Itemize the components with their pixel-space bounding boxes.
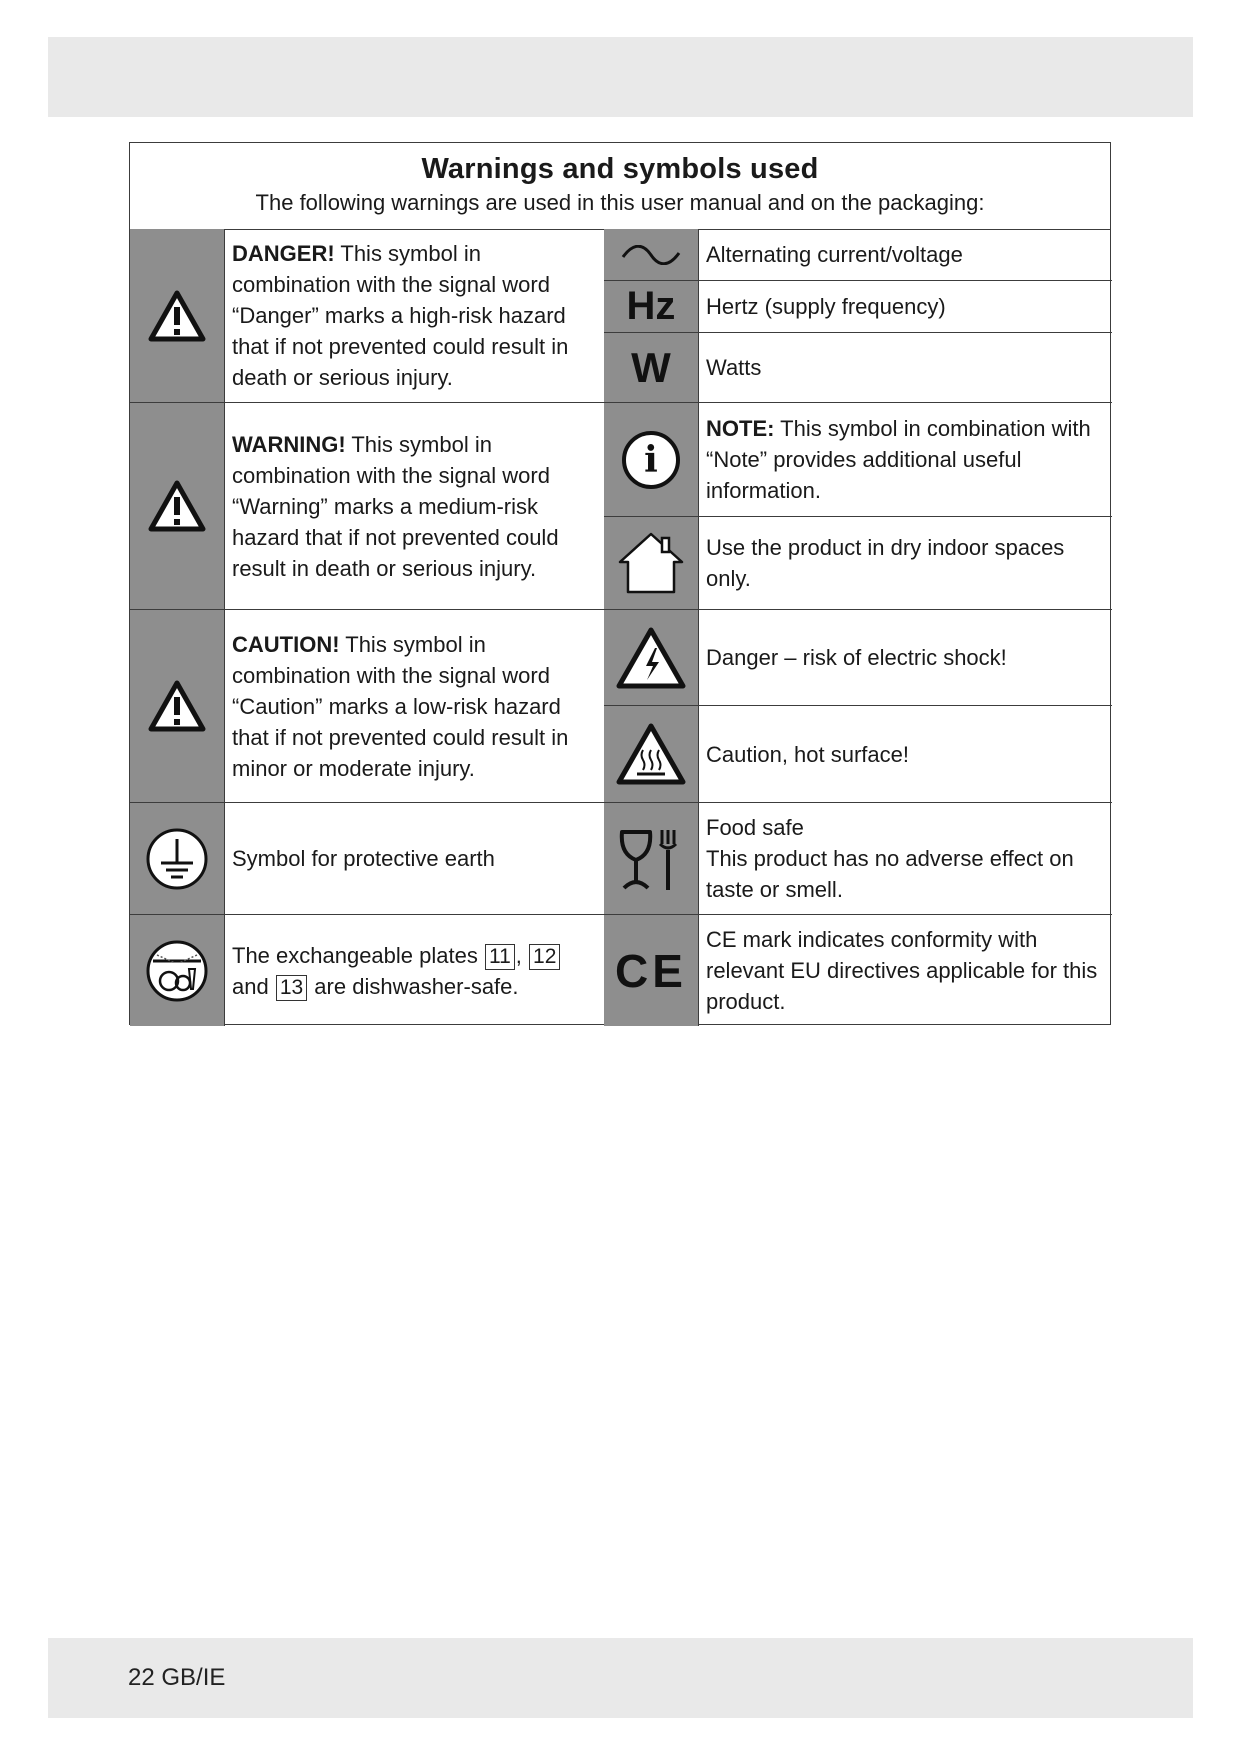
dishwasher-text-b: , xyxy=(515,942,529,968)
warning-label: WARNING! xyxy=(232,431,346,457)
table-subtitle: The following warnings are used in this user manual and on the packaging: xyxy=(255,190,985,215)
electric-shock-icon xyxy=(604,610,698,706)
hot-surface-icon xyxy=(604,706,698,803)
note-description xyxy=(698,403,1112,517)
watts-icon xyxy=(604,333,698,403)
warning-triangle-icon xyxy=(130,610,224,803)
info-symbol: i xyxy=(622,431,680,489)
caution-text: This symbol in combination with the signal word “Caution” marks a low-risk hazard that if not prevented could result in minor or moderate injury. xyxy=(232,631,569,781)
header-band xyxy=(48,37,1193,117)
food-safe-text: This product has no adverse effect on taste or smell. xyxy=(706,846,1074,902)
ce-symbol: CE xyxy=(615,944,687,997)
warning-triangle-icon xyxy=(130,229,224,403)
hertz-icon xyxy=(604,281,698,333)
caution-description xyxy=(224,610,604,803)
protective-earth-description: Symbol for protective earth xyxy=(224,803,604,915)
plate-reference: 12 xyxy=(529,944,560,970)
dishwasher-text-c: and xyxy=(232,973,275,999)
warning-description xyxy=(224,403,604,610)
house-icon xyxy=(604,517,698,610)
dishwasher-description xyxy=(224,915,604,1026)
indoor-description: Use the product in dry indoor spaces only. xyxy=(698,517,1112,610)
ac-description: Alternating current/voltage xyxy=(698,229,1112,281)
watts-symbol: W xyxy=(631,343,671,391)
plate-reference: 13 xyxy=(276,975,307,1001)
dishwasher-text-d: are dishwasher-safe. xyxy=(308,973,519,999)
table-header xyxy=(130,143,1110,230)
note-label: NOTE: xyxy=(706,416,775,441)
food-safe-icon xyxy=(604,803,698,915)
note-text: This symbol in combination with “Note” provides additional useful information. xyxy=(706,416,1091,503)
info-icon xyxy=(604,403,698,517)
hertz-symbol: Hz xyxy=(626,284,676,328)
food-safe-title: Food safe xyxy=(706,815,804,840)
electric-shock-description: Danger – risk of electric shock! xyxy=(698,610,1112,706)
hertz-description: Hertz (supply frequency) xyxy=(698,281,1112,333)
caution-label: CAUTION! xyxy=(232,631,340,657)
food-safe-description xyxy=(698,803,1112,915)
watts-description: Watts xyxy=(698,333,1112,403)
dishwasher-safe-icon xyxy=(130,915,224,1026)
table-title: Warnings and symbols used xyxy=(421,153,819,185)
alternating-current-icon xyxy=(604,229,698,281)
dishwasher-text-a: The exchangeable plates xyxy=(232,942,484,968)
hot-surface-description: Caution, hot surface! xyxy=(698,706,1112,803)
warning-triangle-icon xyxy=(130,403,224,610)
protective-earth-icon xyxy=(130,803,224,915)
danger-text: This symbol in combination with the signal word “Danger” marks a high-risk hazard that if not prevented could result in death or serious injury. xyxy=(232,241,569,390)
ce-description: CE mark indicates conformity with relevant EU directives applicable for this product. xyxy=(706,927,1098,1014)
danger-description xyxy=(224,229,604,403)
plate-reference: 11 xyxy=(485,944,515,970)
page-number: 22 GB/IE xyxy=(128,1664,226,1691)
danger-label: DANGER! xyxy=(232,241,335,266)
warnings-table xyxy=(129,142,1111,1025)
ce-mark-icon xyxy=(604,915,698,1026)
warning-text: This symbol in combination with the signal word “Warning” marks a medium-risk hazard that if not prevented could result in death or serious injury. xyxy=(232,431,559,581)
